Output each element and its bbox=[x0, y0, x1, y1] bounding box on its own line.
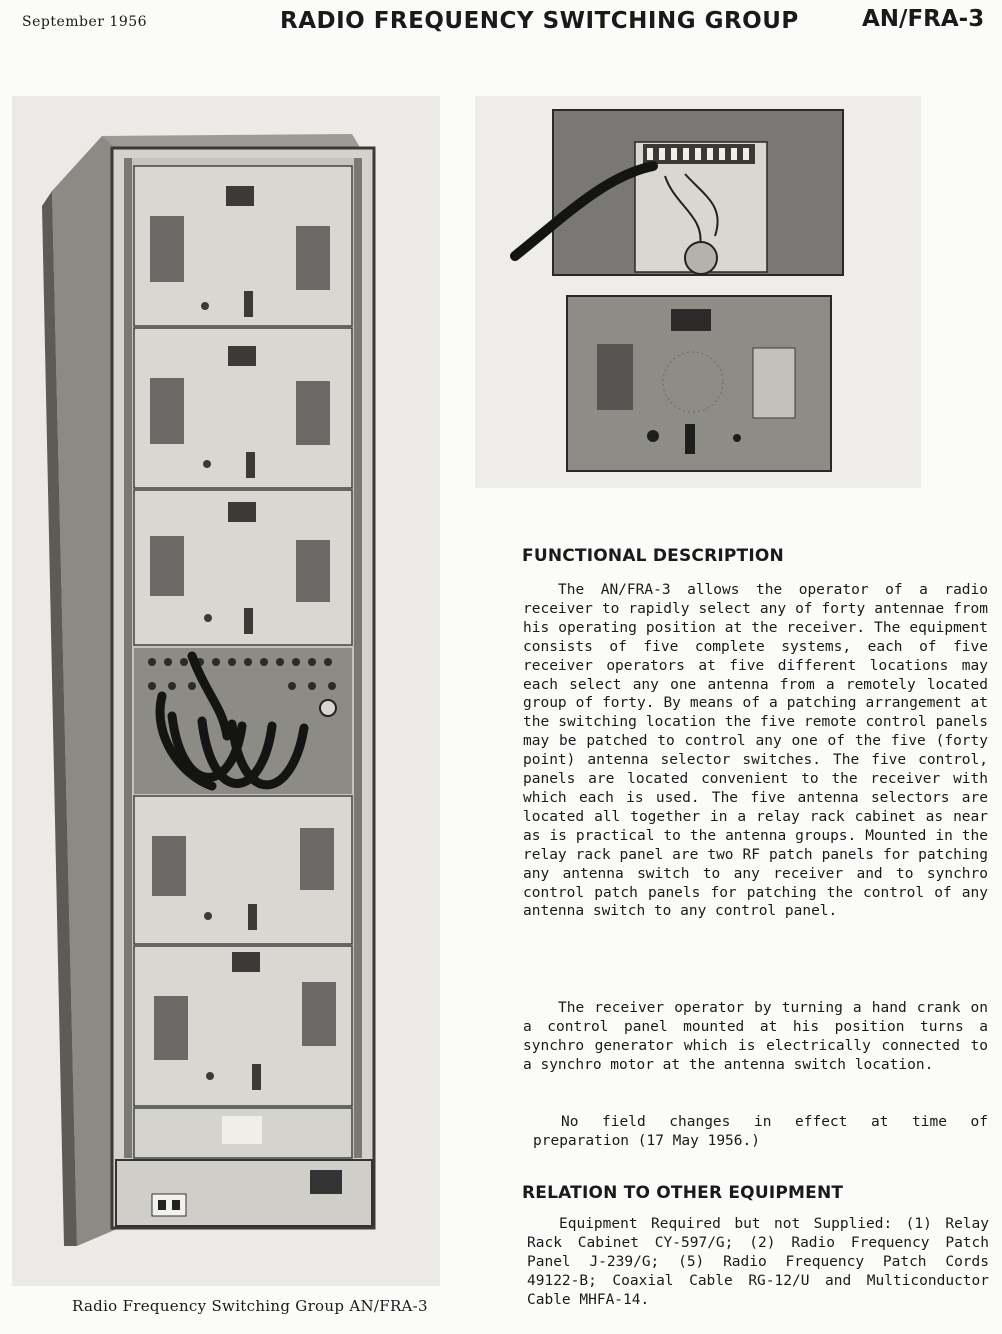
relation-heading: RELATION TO OTHER EQUIPMENT bbox=[522, 1183, 844, 1203]
document-title: RADIO FREQUENCY SWITCHING GROUP bbox=[280, 8, 799, 34]
relation-paragraph: Equipment Required but not Supplied: (1) Relay Rack Cabinet CY-597/G; (2) Radio Frequency Patch Panel J-239/G; (5) Radio Frequency Patch Cords 49122-B; Coaxial Cable RG-12/U and Multiconductor Cable MHFA-14. bbox=[527, 1216, 989, 1308]
functional-description-paragraph: The AN/FRA-3 allows the operator of a radio receiver to rapidly select any of forty antennae from his operating position at the receiver. The equipment consists of five complete systems, each of five receiver operators at five different locations may each select any one antenna from a remotely located group of forty. By means of a patching arrangement at the switching location the five remote control panels may be patched to control any one of the five (forty point) antenna selector switches. The five control, panels are located convenient to the receiver with which each is used. The five antenna selectors are located all together in a relay rack cabinet as near as is practical to the antenna groups. Mounted in the relay rack panel are two RF patch panels for patching any antenna switch to any receiver and to synchro control patch panels for patching the control of any antenna switch to any control panel. bbox=[523, 582, 988, 920]
figure-caption: Radio Frequency Switching Group AN/FRA-3 bbox=[72, 1297, 428, 1315]
control-panel-photograph bbox=[475, 96, 921, 488]
control-panel-illustration bbox=[475, 96, 921, 488]
document-date: September 1956 bbox=[22, 14, 148, 30]
field-changes-note: No field changes in effect at time of preparation (17 May 1956.) bbox=[533, 1114, 988, 1149]
equipment-designation: AN/FRA-3 bbox=[862, 6, 985, 32]
functional-description-paragraph: The receiver operator by turning a hand crank on a control panel mounted at his position turns a synchro generator which is electrically connected to a synchro motor at the antenna switch location. bbox=[523, 1000, 988, 1073]
rack-illustration bbox=[12, 96, 440, 1286]
rack-photograph bbox=[12, 96, 440, 1286]
functional-description-heading: FUNCTIONAL DESCRIPTION bbox=[522, 546, 784, 566]
